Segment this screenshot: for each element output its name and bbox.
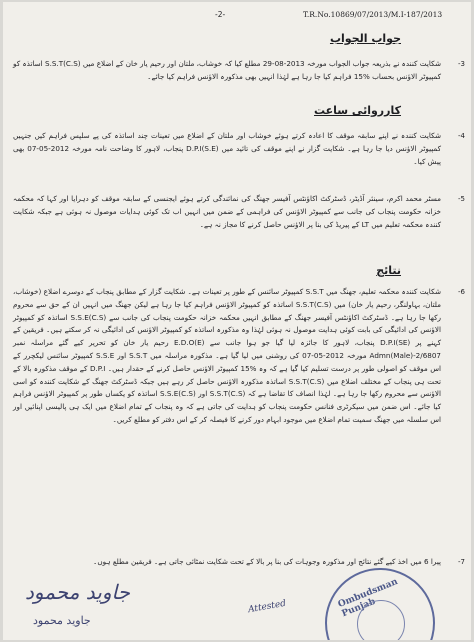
reference-number: T.R.No.10869/07/2013/M.I-187/2013 [303, 10, 443, 19]
paragraph-number: -5 [458, 195, 465, 203]
paragraph-3: شکایت کنندہ نے بذریعہ جواب الجواب مورخہ 2013-08-29 مطلع کیا کہ خوشاب، ملتان اور رحیم یار خان کے اضلاع میں (S.S.T(C.S اساتذہ کو کمپیوٹر الاؤنس بحساب %15 فراہم کیا جا رہا ہے لہٰذا انہیں بھی مذکورہ الاؤنس فراہم کیا جائے۔ [13, 59, 442, 81]
paragraph-7: پیرا 6 میں اخذ کیے گئے نتائج اور مذکورہ وجوہات کی بنا پر بالا کے تحت شکایت نمٹائی جاتی ہے۔ فریقین مطلع ہوں۔ [93, 557, 441, 566]
paragraph-number: -6 [458, 288, 465, 296]
paragraph-number: -7 [458, 558, 465, 566]
attested-signature: Attested [247, 598, 287, 616]
page-number: -2- [215, 10, 226, 19]
paragraph-number: -4 [458, 132, 465, 140]
page-header [3, 10, 471, 24]
section-heading-hearing: کارروائی ساعت [314, 104, 401, 117]
paragraph-4: شکایت کنندہ نے اپنے سابقہ موقف کا اعادہ کرتے ہوئے خوشاب اور ملتان کے اضلاع میں تعینات چند اساتذہ کی پے سلپس فراہم کیں جنہیں کمپیوٹر الاؤنس دیا جا رہا ہے۔ شکایت گزار نے اپنے موقف کی تائید میں D.P.I(S.E) پنجاب، لاہور کا وضاحت نامہ مورخہ 2012-05-07 بھی پیش کیا۔ [13, 131, 441, 166]
signature-name: جاوید محمود [33, 614, 91, 627]
paragraph-number: -3 [458, 60, 465, 68]
paragraph-6: شکایت کنندہ محکمہ تعلیم، جھنگ میں S.S.T کمپیوٹر سائنس کے طور پر تعینات ہے۔ شکایت گزار کے مطابق پنجاب کے دوسرے اضلاع (خوشاب، ملتان، بہاولنگر، رحیم یار خان) میں S.S.T(C.S) اساتذہ کو کمپیوٹر الاؤنس فراہم کیا جا رہا ہے لیکن جھنگ میں انہیں ان کے حق سے محروم رکھا جا رہا ہے۔ ڈسٹرکٹ اکاؤنٹس آفیسر جھنگ کے مطابق انہیں محکمہ خزانہ حکومت پنجاب کی جانب سے S.S.E(C.S) اساتذہ کو کمپیوٹر الاؤنس کی ادائیگی کی بابت کوئی ہدایت موصول نہ ہوئی لہٰذا وہ مذکورہ اساتذہ کو کمپیوٹر الاؤنس کی ادائیگی نہ کر سکتے ہیں۔ فریقین کے کہنے پر D.P.I(SE) پنجاب، لاہور کا جائزہ لیا گیا جو ہوا جانب سے E.D.O(E) رحیم یار خان کو تحریر کیے گئے مراسلہ نمبر 6807/Admn(Male)-2 مورخہ 2012-05-07 کی روشنی میں لیا گیا ہے۔ مذکورہ مراسلہ میں S.S.T اور S.S.E کمپیوٹر سائنس لیکچرر کے اس موقف کو اصولی طور پر درست تسلیم کیا گیا ہے کہ وہ %15 کمپیوٹر الاؤنس حاصل کرنے کے حقدار ہیں۔ D.P.I کے موقف مذکورہ بالا کے تحت ہی پنجاب کے مختلف اضلاع میں S.S.T(C.S) اساتذہ مذکورہ الاؤنس حاصل کر رہے ہیں جبکہ ڈسٹرکٹ جھنگ کے شکایت کنندہ کو اسی الاؤنس سے محروم رکھا جا رہا ہے۔ لہٰذا انصاف کا تقاضا ہے کہ S.S.T(C.S) اور S.S.E(C.S) اساتذہ کو یکساں طور پر کمپیوٹر الاؤنس فراہم کیا جائے۔ اس ضمن میں سیکرٹری فنانس حکومت پنجاب کو ہدایت کی جاتی ہے کہ وہ پنجاب کے تمام اضلاع میں ایک ہی پالیسی اپنائیں اور اس سلسلہ میں جھنگ سمیت تمام اضلاع میں موجود ابہام دور کرنے کا فیصلہ کر کے اس دفتر کو مطلع کریں۔ [13, 287, 442, 424]
handwritten-signature: جاوید محمود [25, 580, 130, 604]
document-page [3, 2, 471, 640]
paragraph-5: مسٹر محمد اکرم، سینئر آڈیٹر، ڈسٹرکٹ اکاؤنٹس آفیسر جھنگ کی نمائندگی کرتے ہوئے ایجنسی کے سابقہ موقف کو دہرایا اور کہا کہ محکمہ خزانہ حکومت پنجاب کی جانب سے کمپیوٹر الاؤنس کی فراہمی کے ضمن میں انہیں اب تک کوئی ہدایات موصول نہ ہوئی ہے جبکہ شکایت کنندہ محکمہ تعلیم میں LT کے پیریڈ کی بنا پر الاؤنس حاصل کرنے کا مجاز نہ ہے۔ [13, 194, 441, 229]
stamp-text: Ombudsman Punjab [336, 576, 400, 620]
stamp-emblem-icon [357, 600, 405, 640]
section-heading-findings: نتائج [376, 264, 401, 277]
section-heading-reply: جواب الجواب [329, 32, 401, 45]
